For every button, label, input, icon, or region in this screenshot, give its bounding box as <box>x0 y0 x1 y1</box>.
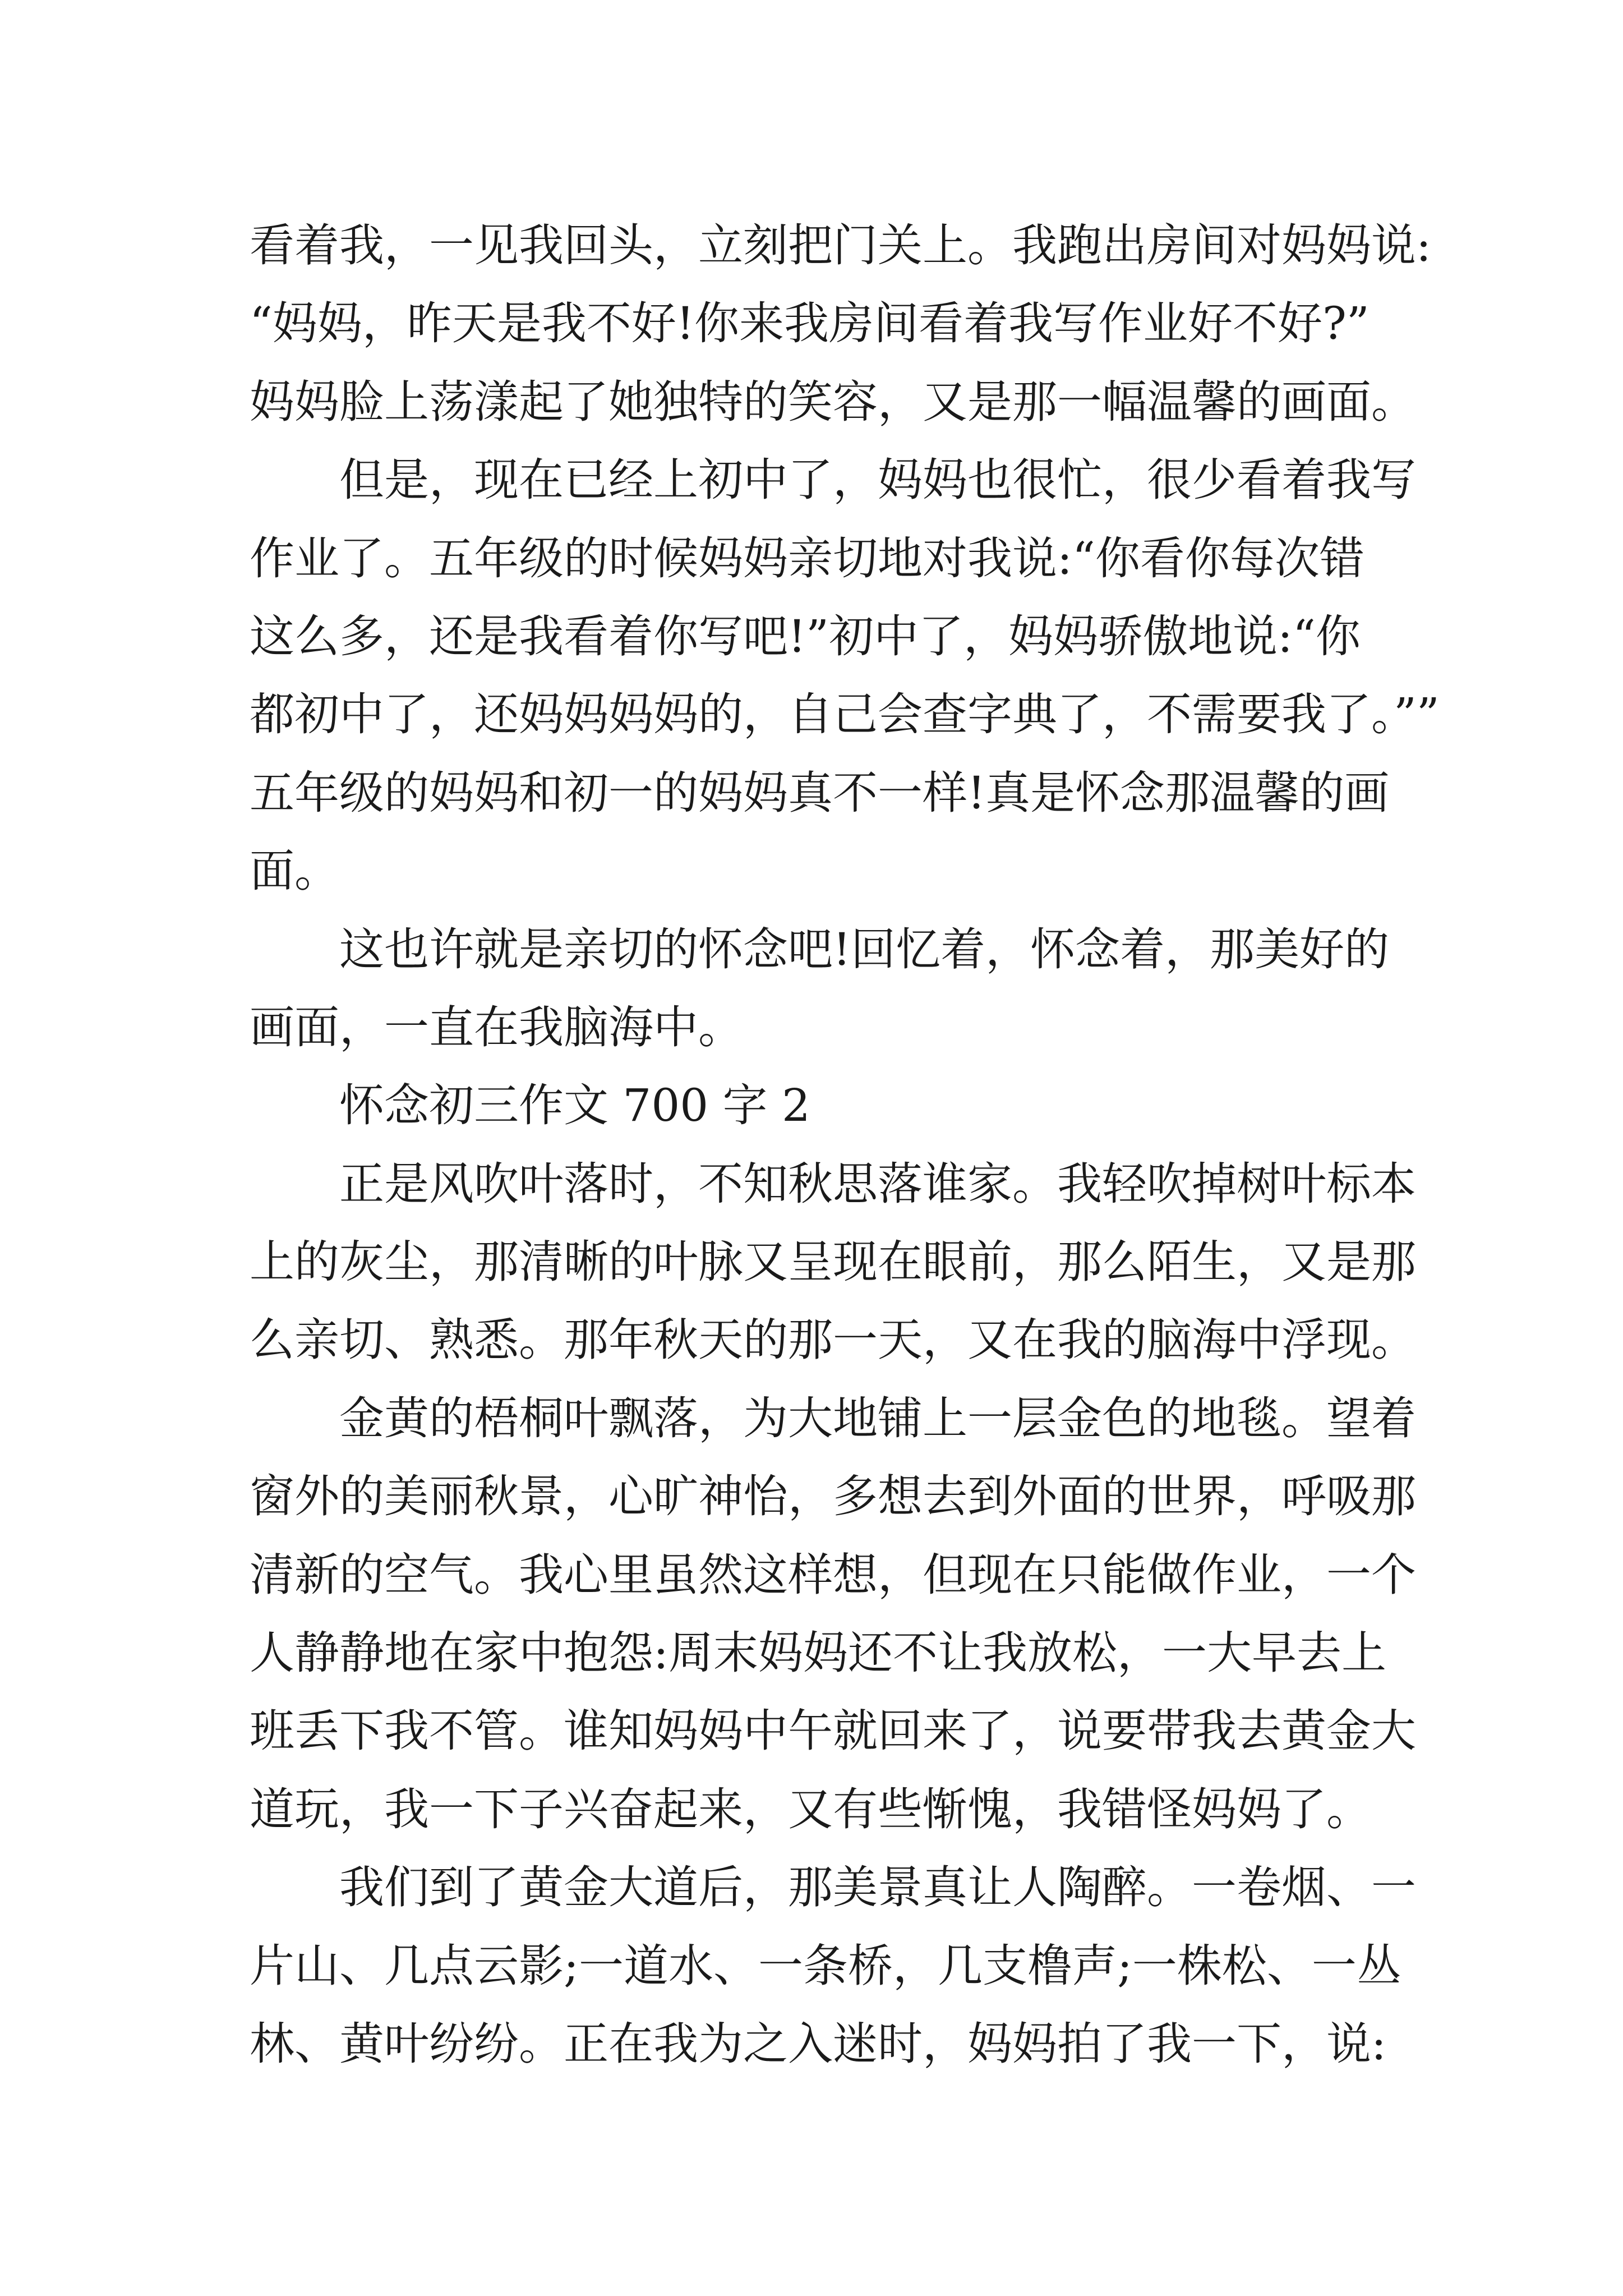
text-line: 清新的空气。我心里虽然这样想，但现在只能做作业，一个 <box>250 1548 1416 1601</box>
text-line: 林、黄叶纷纷。正在我为之入迷时，妈妈拍了我一下，说: <box>250 2017 1386 2070</box>
text-line: 窗外的美丽秋景，心旷神怡，多想去到外面的世界，呼吸那 <box>250 1470 1416 1523</box>
paragraph-start-line: 但是，现在已经上初中了，妈妈也很忙，很少看着我写 <box>339 454 1416 507</box>
text-line: 片山、几点云影;一道水、一条桥，几支橹声;一株松、一丛 <box>250 1939 1401 1992</box>
section-heading: 怀念初三作文 700 字 2 <box>339 1079 810 1132</box>
text-line: 五年级的妈妈和初一的妈妈真不一样!真是怀念那温馨的画 <box>250 766 1390 819</box>
text-line: “妈妈，昨天是我不好!你来我房间看着我写作业好不好?” <box>250 297 1370 350</box>
paragraph-start-line: 这也许就是亲切的怀念吧!回忆着，怀念着，那美好的 <box>339 923 1390 976</box>
text-line: 么亲切、熟悉。那年秋天的那一天，又在我的脑海中浮现。 <box>250 1314 1416 1366</box>
text-line: 这么多，还是我看着你写吧!”初中了，妈妈骄傲地说:“你 <box>250 610 1361 662</box>
text-line: 班丢下我不管。谁知妈妈中午就回来了，说要带我去黄金大 <box>250 1705 1416 1757</box>
text-line: 看着我，一见我回头，立刻把门关上。我跑出房间对妈妈说: <box>250 219 1431 272</box>
document-text-body <box>250 206 1440 2083</box>
text-line: 面。 <box>250 845 339 898</box>
paragraph-start-line: 我们到了黄金大道后，那美景真让人陶醉。一卷烟、一 <box>339 1861 1416 1914</box>
text-line: 妈妈脸上荡漾起了她独特的笑容，又是那一幅温馨的画面。 <box>250 375 1416 428</box>
text-line: 作业了。五年级的时候妈妈亲切地对我说:“你看你每次错 <box>250 532 1364 585</box>
paragraph-start-line: 正是风吹叶落时，不知秋思落谁家。我轻吹掉树叶标本 <box>339 1157 1416 1210</box>
paragraph-start-line: 金黄的梧桐叶飘落，为大地铺上一层金色的地毯。望着 <box>339 1392 1416 1444</box>
text-line: 上的灰尘，那清晰的叶脉又呈现在眼前，那么陌生，又是那 <box>250 1236 1416 1289</box>
text-line: 人静静地在家中抱怨:周末妈妈还不让我放松，一大早去上 <box>250 1627 1386 1680</box>
text-line: 道玩，我一下子兴奋起来，又有些惭愧，我错怪妈妈了。 <box>250 1783 1371 1835</box>
text-line: 画面，一直在我脑海中。 <box>250 1001 743 1053</box>
text-line: 都初中了，还妈妈妈妈的，自己会查字典了，不需要我了。”” <box>250 688 1440 741</box>
